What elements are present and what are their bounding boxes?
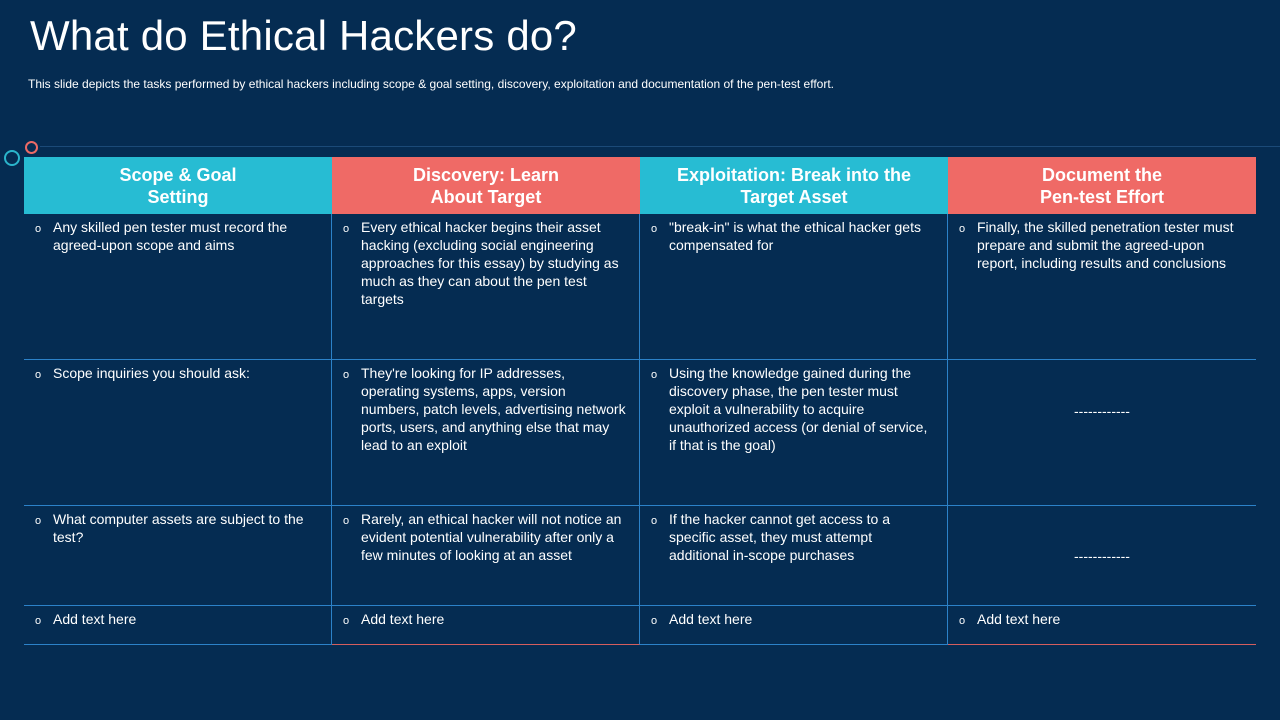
bullet-icon: o xyxy=(959,223,966,235)
bullet-icon: o xyxy=(343,369,350,381)
ethical-hacker-tasks-table xyxy=(24,157,1256,645)
cell-text: Every ethical hacker begins their asset hacking (excluding social engineering approaches for this essay) by studying as much as they can about the pen test targets xyxy=(361,219,619,307)
header-divider xyxy=(40,146,1280,147)
slide-title: What do Ethical Hackers do? xyxy=(30,12,577,59)
table-cell xyxy=(640,506,948,606)
table-cell-placeholder xyxy=(948,506,1256,606)
list-item xyxy=(959,610,1244,630)
coral-ring-decoration xyxy=(25,141,38,154)
list-item xyxy=(343,510,627,564)
list-item xyxy=(35,610,319,630)
cell-text: Add text here xyxy=(361,611,445,627)
table-cell xyxy=(948,214,1256,360)
list-item xyxy=(651,510,935,564)
list-item xyxy=(651,218,935,254)
bullet-icon: o xyxy=(959,615,966,627)
cell-text: Rarely, an ethical hacker will not notice an evident potential vulnerability after only a few minutes of looking at an asset xyxy=(361,511,622,563)
placeholder-dashes: ------------ xyxy=(1074,547,1130,564)
list-item xyxy=(343,364,627,454)
bullet-icon: o xyxy=(35,369,42,381)
table-cell xyxy=(332,360,640,506)
list-item xyxy=(651,610,935,630)
cell-text: Finally, the skilled penetration tester must prepare and submit the agreed-upon report, including results and conclusions xyxy=(977,219,1234,271)
bullet-icon: o xyxy=(343,615,350,627)
table-cell xyxy=(24,606,332,645)
table-cell xyxy=(640,360,948,506)
table-cell xyxy=(24,506,332,606)
placeholder-dashes: ------------ xyxy=(1074,402,1130,419)
cell-text: Add text here xyxy=(53,611,137,627)
table-cell xyxy=(332,506,640,606)
list-item xyxy=(35,510,319,546)
list-item xyxy=(35,364,319,384)
list-item xyxy=(343,610,627,630)
bullet-icon: o xyxy=(35,615,42,627)
table-cell xyxy=(332,606,640,645)
column-header-scope-goal: Scope & Goal Setting xyxy=(24,157,332,214)
bullet-icon: o xyxy=(35,223,42,235)
bullet-icon: o xyxy=(343,515,350,527)
bullet-icon: o xyxy=(35,515,42,527)
table-cell xyxy=(640,606,948,645)
table-cell xyxy=(948,606,1256,645)
teal-ring-decoration xyxy=(4,150,20,166)
cell-text: Add text here xyxy=(669,611,753,627)
table-cell xyxy=(640,214,948,360)
column-header-documentation: Document the Pen-test Effort xyxy=(948,157,1256,214)
cell-text: Scope inquiries you should ask: xyxy=(53,365,250,381)
table-cell xyxy=(24,360,332,506)
cell-text: Using the knowledge gained during the discovery phase, the pen tester must exploit a vulnerability to acquire unauthorized access (or denial of service, if that is the goal) xyxy=(669,365,928,453)
slide-subtitle: This slide depicts the tasks performed by ethical hackers including scope & goal setting, discovery, exploitation and documentation of the pen-test effort. xyxy=(28,77,835,91)
cell-text: "break-in" is what the ethical hacker gets compensated for xyxy=(669,219,921,253)
bullet-icon: o xyxy=(651,223,658,235)
list-item xyxy=(959,218,1244,272)
column-header-discovery: Discovery: Learn About Target xyxy=(332,157,640,214)
column-header-exploitation: Exploitation: Break into the Target Asset xyxy=(640,157,948,214)
bullet-icon: o xyxy=(651,615,658,627)
table-cell xyxy=(332,214,640,360)
bullet-icon: o xyxy=(651,369,658,381)
cell-text: Any skilled pen tester must record the agreed-upon scope and aims xyxy=(53,219,288,253)
cell-text: What computer assets are subject to the test? xyxy=(53,511,304,545)
list-item xyxy=(35,218,319,254)
table-cell xyxy=(24,214,332,360)
cell-text: If the hacker cannot get access to a specific asset, they must attempt additional in-scope purchases xyxy=(669,511,891,563)
list-item xyxy=(343,218,627,308)
bullet-icon: o xyxy=(343,223,350,235)
cell-text: They're looking for IP addresses, operating systems, apps, version numbers, patch levels, advertising network ports, users, and anything else that may lead to an exploit xyxy=(361,365,626,453)
list-item xyxy=(651,364,935,454)
table-cell-placeholder xyxy=(948,360,1256,506)
cell-text: Add text here xyxy=(977,611,1061,627)
bullet-icon: o xyxy=(651,515,658,527)
